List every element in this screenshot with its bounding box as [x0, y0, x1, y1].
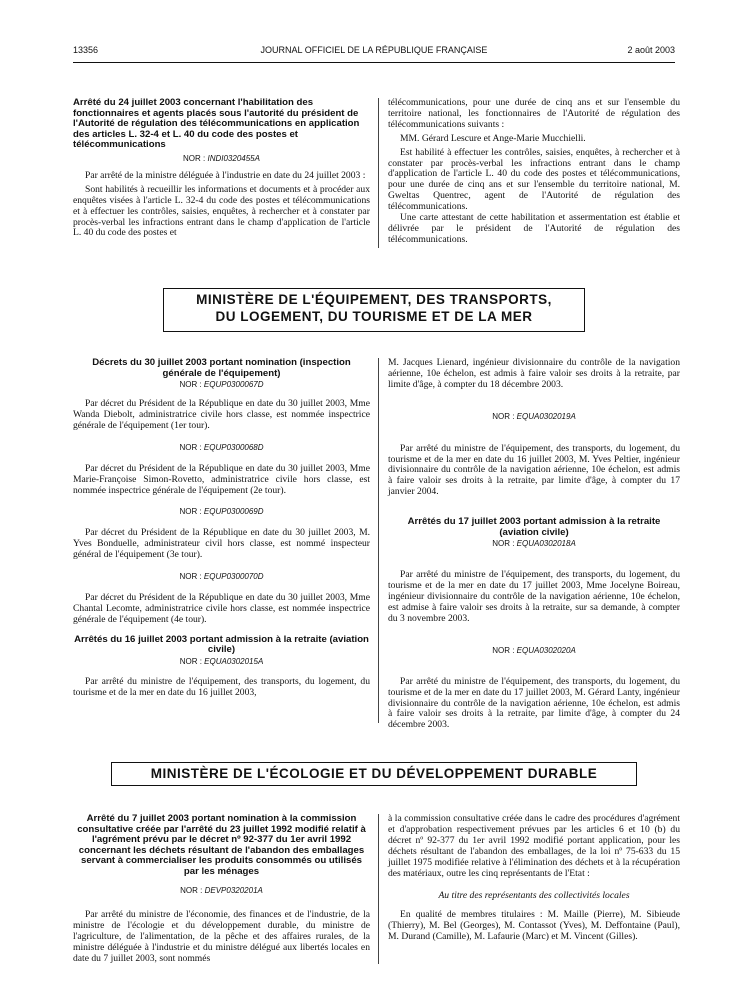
- section4-p2: Par arrêté du ministre de l'équipement, des transports, du logement, du tourisme et de la mer en date du 17 juillet 2003, M. Gérard Lanty, ingénieur divisionnaire du contrôle de la navigation aérienne, 10e échelon, est admis à faire valoir ses droits à la retraite, par limite d'âge, à compter du 24 décembre 2003.: [388, 675, 680, 731]
- section4-nor1: NOR : EQUA0302018A: [492, 539, 576, 549]
- section1-para4: MM. Gérard Lescure et Ange-Marie Mucchielli.: [400, 132, 586, 144]
- running-header: [73, 45, 675, 61]
- section2-left: [73, 358, 370, 699]
- section4-title: Arrêtés du 17 juillet 2003 portant admission à la retraite (aviation civile): [407, 516, 661, 538]
- header-rule: [73, 62, 675, 63]
- section5-left: [73, 814, 370, 965]
- journal-title: JOURNAL OFFICIEL DE LA RÉPUBLIQUE FRANÇAISE: [260, 45, 488, 55]
- page-number: 13356: [73, 45, 99, 55]
- section2-nor1: NOR : EQUP0300067D: [179, 380, 264, 390]
- section1-para6: Une carte attestant de cette habilitation et assermentation est établie et délivrée par le président de l'Autorité de régulation des télécommunications.: [388, 212, 680, 245]
- column-divider: [378, 814, 379, 964]
- column-divider: [378, 98, 379, 248]
- section2-nor2: NOR : EQUP0300068D: [179, 442, 264, 452]
- section5-right: [388, 814, 680, 943]
- section1-left: [73, 98, 370, 239]
- section1-para5: Est habilité à effectuer les contrôles, saisies, enquêtes, à rechercher et à constater par procès-verbal les infractions entrant dans le champ d'application de l'article L. 40 du code des postes et télécommunications, pour une durée de cinq ans et sur l'ensemble du territoire national, M. Gweltas Quentrec, agent de l'Autorité de régulation des télécommunications.: [388, 146, 680, 213]
- section1-para2: Sont habilités à recueillir les informations et documents et à procéder aux enquêtes visées à l'article L. 32-4 du code des postes et télécommunications et à effectuer les contrôles, saisies, enquêtes, à rechercher et à constater par procès-verbal les infractions entrant dans le champ d'application de l'article L. 40 du code des postes et: [73, 183, 370, 239]
- section3-title: Arrêtés du 16 juillet 2003 portant admission à la retraite (aviation civile): [74, 633, 369, 656]
- section4-nor2: NOR : EQUA0302020A: [492, 645, 576, 655]
- section5-title: Arrêté du 7 juillet 2003 portant nomination à la commission consultative créée par l'arrêté du 23 juillet 1992 modifié relatif à l'agrément prévu par le décret nº 92-377 du 1er avril 1992 concernant les déchets résultant de l'abandon des emballages servant à commercialiser les produits consommés ou utilisés par les ménages: [77, 813, 366, 877]
- section1-right: [388, 98, 680, 246]
- section3-p1b: M. Jacques Lienard, ingénieur divisionnaire du contrôle de la navigation aérienne, 10e échelon, est admis à faire valoir ses droits à la retraite, par limite d'âge, à compter du 18 décembre 2003.: [388, 357, 680, 390]
- section2-nor3: NOR : EQUP0300069D: [179, 507, 264, 517]
- column-divider: [378, 358, 379, 723]
- section3-p1a: Par arrêté du ministre de l'équipement, des transports, du logement, du tourisme et de la mer en date du 16 juillet 2003,: [73, 675, 370, 698]
- issue-date: 2 août 2003: [627, 45, 675, 55]
- ministry-ecologie-heading: MINISTÈRE DE L'ÉCOLOGIE ET DU DÉVELOPPEMENT DURABLE: [111, 762, 637, 786]
- section1-para3: télécommunications, pour une durée de cinq ans et sur l'ensemble du territoire national, les fonctionnaires de l'Autorité de régulation des télécommunications suivants :: [388, 97, 680, 130]
- section5-p1: Par arrêté du ministre de l'économie, des finances et de l'industrie, de la ministre de l'écologie et du développement durable, du ministre de l'agriculture, de l'alimentation, de la pêche et des affaires rurales, de la ministre déléguée à l'industrie et du ministre délégué aux libertés locales en date du 7 juillet 2003, sont nommés: [73, 909, 370, 965]
- section5-nor1: NOR : DEVP0320201A: [180, 885, 263, 895]
- section2-p3: Par décret du Président de la République en date du 30 juillet 2003, M. Yves Bonduelle, administrateur civil hors classe, est nommé inspecteur général de l'équipement (3e tour).: [73, 527, 370, 561]
- section5-p3: En qualité de membres titulaires : M. Maille (Pierre), M. Sibieude (Thierry), M. Bel (Georges), M. Contassot (Yves), M. Deffontaine (Paul), M. Durand (Camille), M. Lafaurie (Marc) et M. Vincent (Gilles).: [388, 909, 680, 943]
- section2-p1: Par décret du Président de la République en date du 30 juillet 2003, Mme Wanda Diebolt, administratrice civile hors classe, est nommée inspectrice générale de l'équipement (1er tour).: [73, 398, 370, 431]
- section3-nor2: NOR : EQUA0302019A: [492, 411, 576, 421]
- section2-title: Décrets du 30 juillet 2003 portant nomination (inspection générale de l'équipement): [92, 357, 351, 379]
- section2-p2: Par décret du Président de la République en date du 30 juillet 2003, Mme Marie-Françoise Simon-Rovetto, administratrice civile hors classe, est nommée inspectrice générale de l'équipement (2e tour).: [73, 462, 370, 496]
- section5-subhead: Au titre des représentants des collectivités locales: [438, 890, 630, 902]
- section1-para1: Par arrêté de la ministre déléguée à l'industrie en date du 24 juillet 2003 :: [85, 169, 366, 181]
- section4-p1: Par arrêté du ministre de l'équipement, des transports, du logement, du tourisme et de la mer en date du 17 juillet 2003, Mme Jocelyne Boireau, ingénieur divisionnaire du contrôle de la navigation aérienne, 10e échelon, est admise à faire valoir ses droits à la retraite, sur sa demande, à compter du 3 novembre 2003.: [388, 569, 680, 624]
- section5-p2: à la commission consultative créée dans le cadre des procédures d'agrément et d'approbation respectivement prévues par les articles 6 et 10 (b) du décret nº 92-377 du 1er avril 1992 modifié portant application, pour les déchets résultant de l'abandon des emballages, de la loi nº 75-633 du 15 juillet 1975 modifiée relative à l'élimination des déchets et à la récupération des matériaux, outre les cinq représentants de l'Etat :: [388, 813, 680, 879]
- ministry-equipement-heading: MINISTÈRE DE L'ÉQUIPEMENT, DES TRANSPORTS, DU LOGEMENT, DU TOURISME ET DE LA MER: [163, 288, 585, 332]
- section3-right: [388, 358, 680, 731]
- section2-nor4: NOR : EQUP0300070D: [179, 572, 264, 582]
- section3-p2: Par arrêté du ministre de l'équipement, des transports, du logement, du tourisme et de la mer en date du 16 juillet 2003, M. Yves Peltier, ingénieur divisionnaire du contrôle de la navigation aérienne, 10e échelon, est admis à faire valoir ses droits à la retraite, par limite d'âge, à compter du 17 janvier 2004.: [388, 442, 680, 498]
- section1-title: Arrêté du 24 juillet 2003 concernant l'habilitation des fonctionnaires et agents placés sous l'autorité du président de l'Autorité de régulation des télécommunications en application des articles L. 32-4 et L. 40 du code des postes et télécommunications: [73, 97, 360, 151]
- section1-nor: NOR : INDI0320455A: [183, 153, 260, 163]
- section3-nor1: NOR : EQUA0302015A: [179, 656, 264, 666]
- section2-p4: Par décret du Président de la République en date du 30 juillet 2003, Mme Chantal Lecomte, administratrice civile hors classe, est nommée inspectrice générale de l'équipement (4e tour).: [73, 591, 370, 625]
